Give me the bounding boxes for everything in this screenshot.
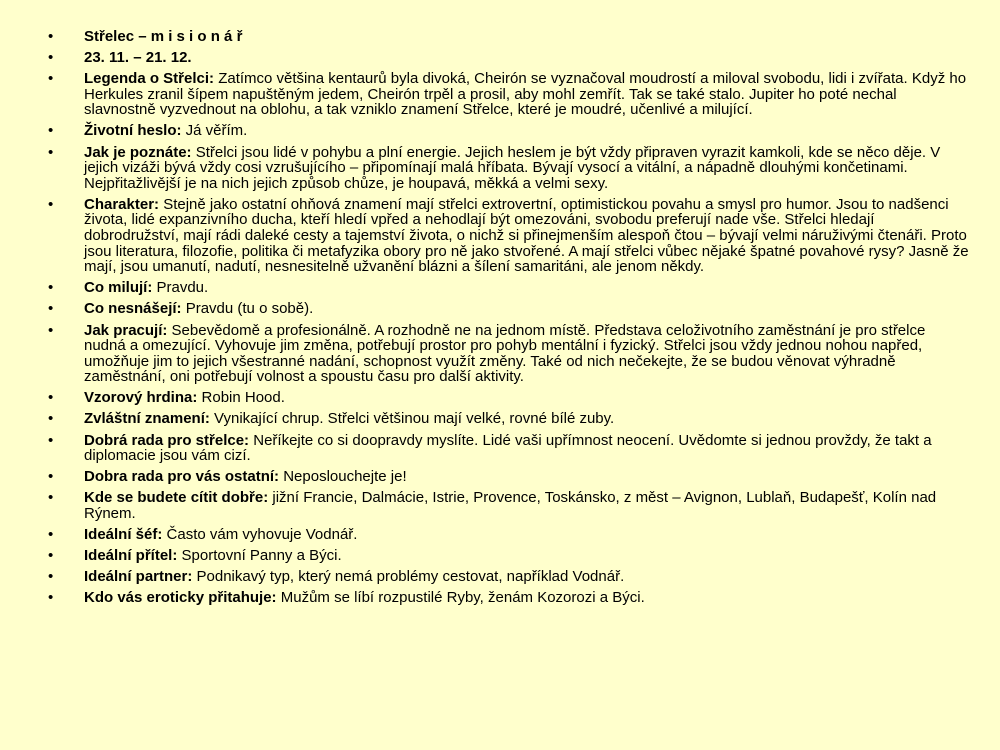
bullet-icon: •	[48, 28, 54, 45]
list-item	[48, 71, 970, 118]
item-label: Dobra rada pro vás ostatní:	[84, 468, 280, 486]
bullet-icon: •	[48, 70, 54, 88]
item-text: jižní Francie, Dalmácie, Istrie, Provence, Toskánsko, z měst – Avignon, Lublaň, Budapešť, Kolín nad Rýnem.	[84, 489, 937, 522]
bullet-icon: •	[48, 143, 54, 161]
item-text: Sportovní Panny a Býci.	[177, 547, 342, 565]
list-item	[48, 527, 970, 543]
item-label: Ideální partner:	[84, 568, 193, 586]
list-item	[48, 569, 970, 585]
item-text: Zatímco většina kentaurů byla divoká, Cheirón se vyznačoval moudrostí a miloval svobodu, lidi i zvířata. Když ho Herkules zranil šípem napuštěným jedem, Cheirón trpěl a prosil, aby mohl zemřít. Tak se také stalo. Jupiter ho poté nechal slavnostně vyzvednout na oblohu, a tak vzniklo znamení Střelce, které je moudré, učenlivé a milující.	[84, 70, 967, 119]
item-label: Ideální přítel:	[84, 547, 178, 565]
item-text: Podnikavý typ, který nemá problémy cestovat, například Vodnář.	[192, 568, 625, 586]
item-label: Jak je poznáte:	[84, 143, 192, 161]
bullet-icon: •	[48, 526, 54, 544]
item-label: Kde se budete cítit dobře:	[84, 489, 269, 507]
bullet-icon: •	[48, 589, 54, 607]
bullet-icon: •	[48, 431, 54, 449]
bullet-icon: •	[48, 410, 54, 428]
list-item	[48, 390, 970, 406]
item-text: Stejně jako ostatní ohňová znamení mají střelci extrovertní, optimistickou povahu a smysl pro humor. Jsou to nadšenci života, lidé expanzivního ducha, kteří hledí vpřed a nehodlají být omezováni, svobodu preferují nade vše. Střelci hledají dobrodružství, mají rádi daleké cesty a tajemství života, o nichž si přinejmenším alespoň čtou – bývají velmi náruživými čtenáři. Proto jsou literatura, filozofie, politika či metafyzika obory pro ně jako stvořené. A mají střelci vůbec nějaké špatné povahové rysy? Jasně že mají, jsou umanutí, nadutí, nesnesitelně užvanění blázni a šílení samaritáni, ale jenom někdy.	[84, 195, 969, 276]
item-label: Legenda o Střelci:	[84, 70, 215, 88]
item-text: Často vám vyhovuje Vodnář.	[162, 526, 358, 544]
item-text: Robin Hood.	[197, 389, 285, 407]
item-label: Dobrá rada pro střelce:	[84, 431, 250, 449]
item-label: Jak pracují:	[84, 321, 168, 339]
list-item	[48, 29, 970, 45]
bullet-icon: •	[48, 195, 54, 213]
bullet-icon: •	[48, 547, 54, 565]
item-text: Střelci jsou lidé v pohybu a plní energie. Jejich heslem je být vždy připraven vyrazit kamkoli, kde se něco děje. V jejich vizáži bývá vždy cosi vzrušujícího – připomínají malá hříbata. Bývají vysocí a vitální, a nápadně dlouhými končetinami. Nejpřitažlivější je na nich jejich způsob chůze, je houpavá, měkká a velmi sexy.	[84, 143, 941, 192]
bullet-icon: •	[48, 489, 54, 507]
item-text: Vynikající chrup. Střelci většinou mají velké, rovné bílé zuby.	[209, 410, 615, 428]
list-item	[48, 490, 970, 521]
bullet-icon: •	[48, 122, 54, 140]
list-item	[48, 123, 970, 139]
item-text: Neříkejte co si doopravdy myslíte. Lidé vaši upřímnost neocení. Uvědomte si jednou provždy, že takt a diplomacie jsou vám cizí.	[84, 431, 932, 465]
list-item	[48, 197, 970, 275]
bullet-icon: •	[48, 300, 54, 318]
list-item	[48, 469, 970, 485]
item-text: Neposlouchejte je!	[279, 468, 407, 486]
bullet-list	[48, 29, 970, 606]
list-item	[48, 323, 970, 385]
list-item	[48, 145, 970, 192]
item-text: Pravdu.	[152, 279, 209, 297]
list-item	[48, 548, 970, 564]
item-text: Pravdu (tu o sobě).	[181, 300, 314, 318]
list-item	[48, 590, 970, 606]
item-text: Sebevědomě a profesionálně. A rozhodně ne na jednom místě. Představa celoživotního zaměstnání je pro střelce nudná a omezující. Vyhovuje jim změna, potřebují prostor pro pohyb mentální i fyzický. Střelci jsou vždy jednou nohou napřed, umožňuje jim to jejich všestranné nadání, schopnost využít změny. Také od nich nečekejte, že se budou věnovat výhradně zaměstnání, oni potřebují volnost a spoustu času pro další aktivity.	[84, 321, 926, 386]
list-item	[48, 411, 970, 427]
item-text: Já věřím.	[181, 122, 248, 140]
list-item	[48, 280, 970, 296]
item-text: Mužům se líbí rozpustilé Ryby, ženám Kozorozi a Býci.	[276, 589, 645, 607]
item-label: Co milují:	[84, 279, 153, 297]
bullet-icon: •	[48, 321, 54, 339]
item-label: Ideální šéf:	[84, 526, 163, 544]
bullet-icon: •	[48, 468, 54, 486]
bullet-icon: •	[48, 279, 54, 297]
list-item	[48, 301, 970, 317]
item-label: Střelec – m i s i o n á ř	[84, 28, 243, 45]
item-label: Co nesnášejí:	[84, 300, 182, 318]
bullet-icon: •	[48, 568, 54, 586]
item-label: Vzorový hrdina:	[84, 389, 198, 407]
item-label: Kdo vás eroticky přitahuje:	[84, 589, 277, 607]
list-item	[48, 50, 970, 66]
item-label: Životní heslo:	[84, 122, 182, 140]
list-item	[48, 433, 970, 464]
item-label: 23. 11. – 21. 12.	[84, 49, 192, 67]
item-label: Charakter:	[84, 195, 160, 213]
bullet-icon: •	[48, 49, 54, 67]
item-label: Zvláštní znamení:	[84, 410, 210, 428]
bullet-icon: •	[48, 389, 54, 407]
